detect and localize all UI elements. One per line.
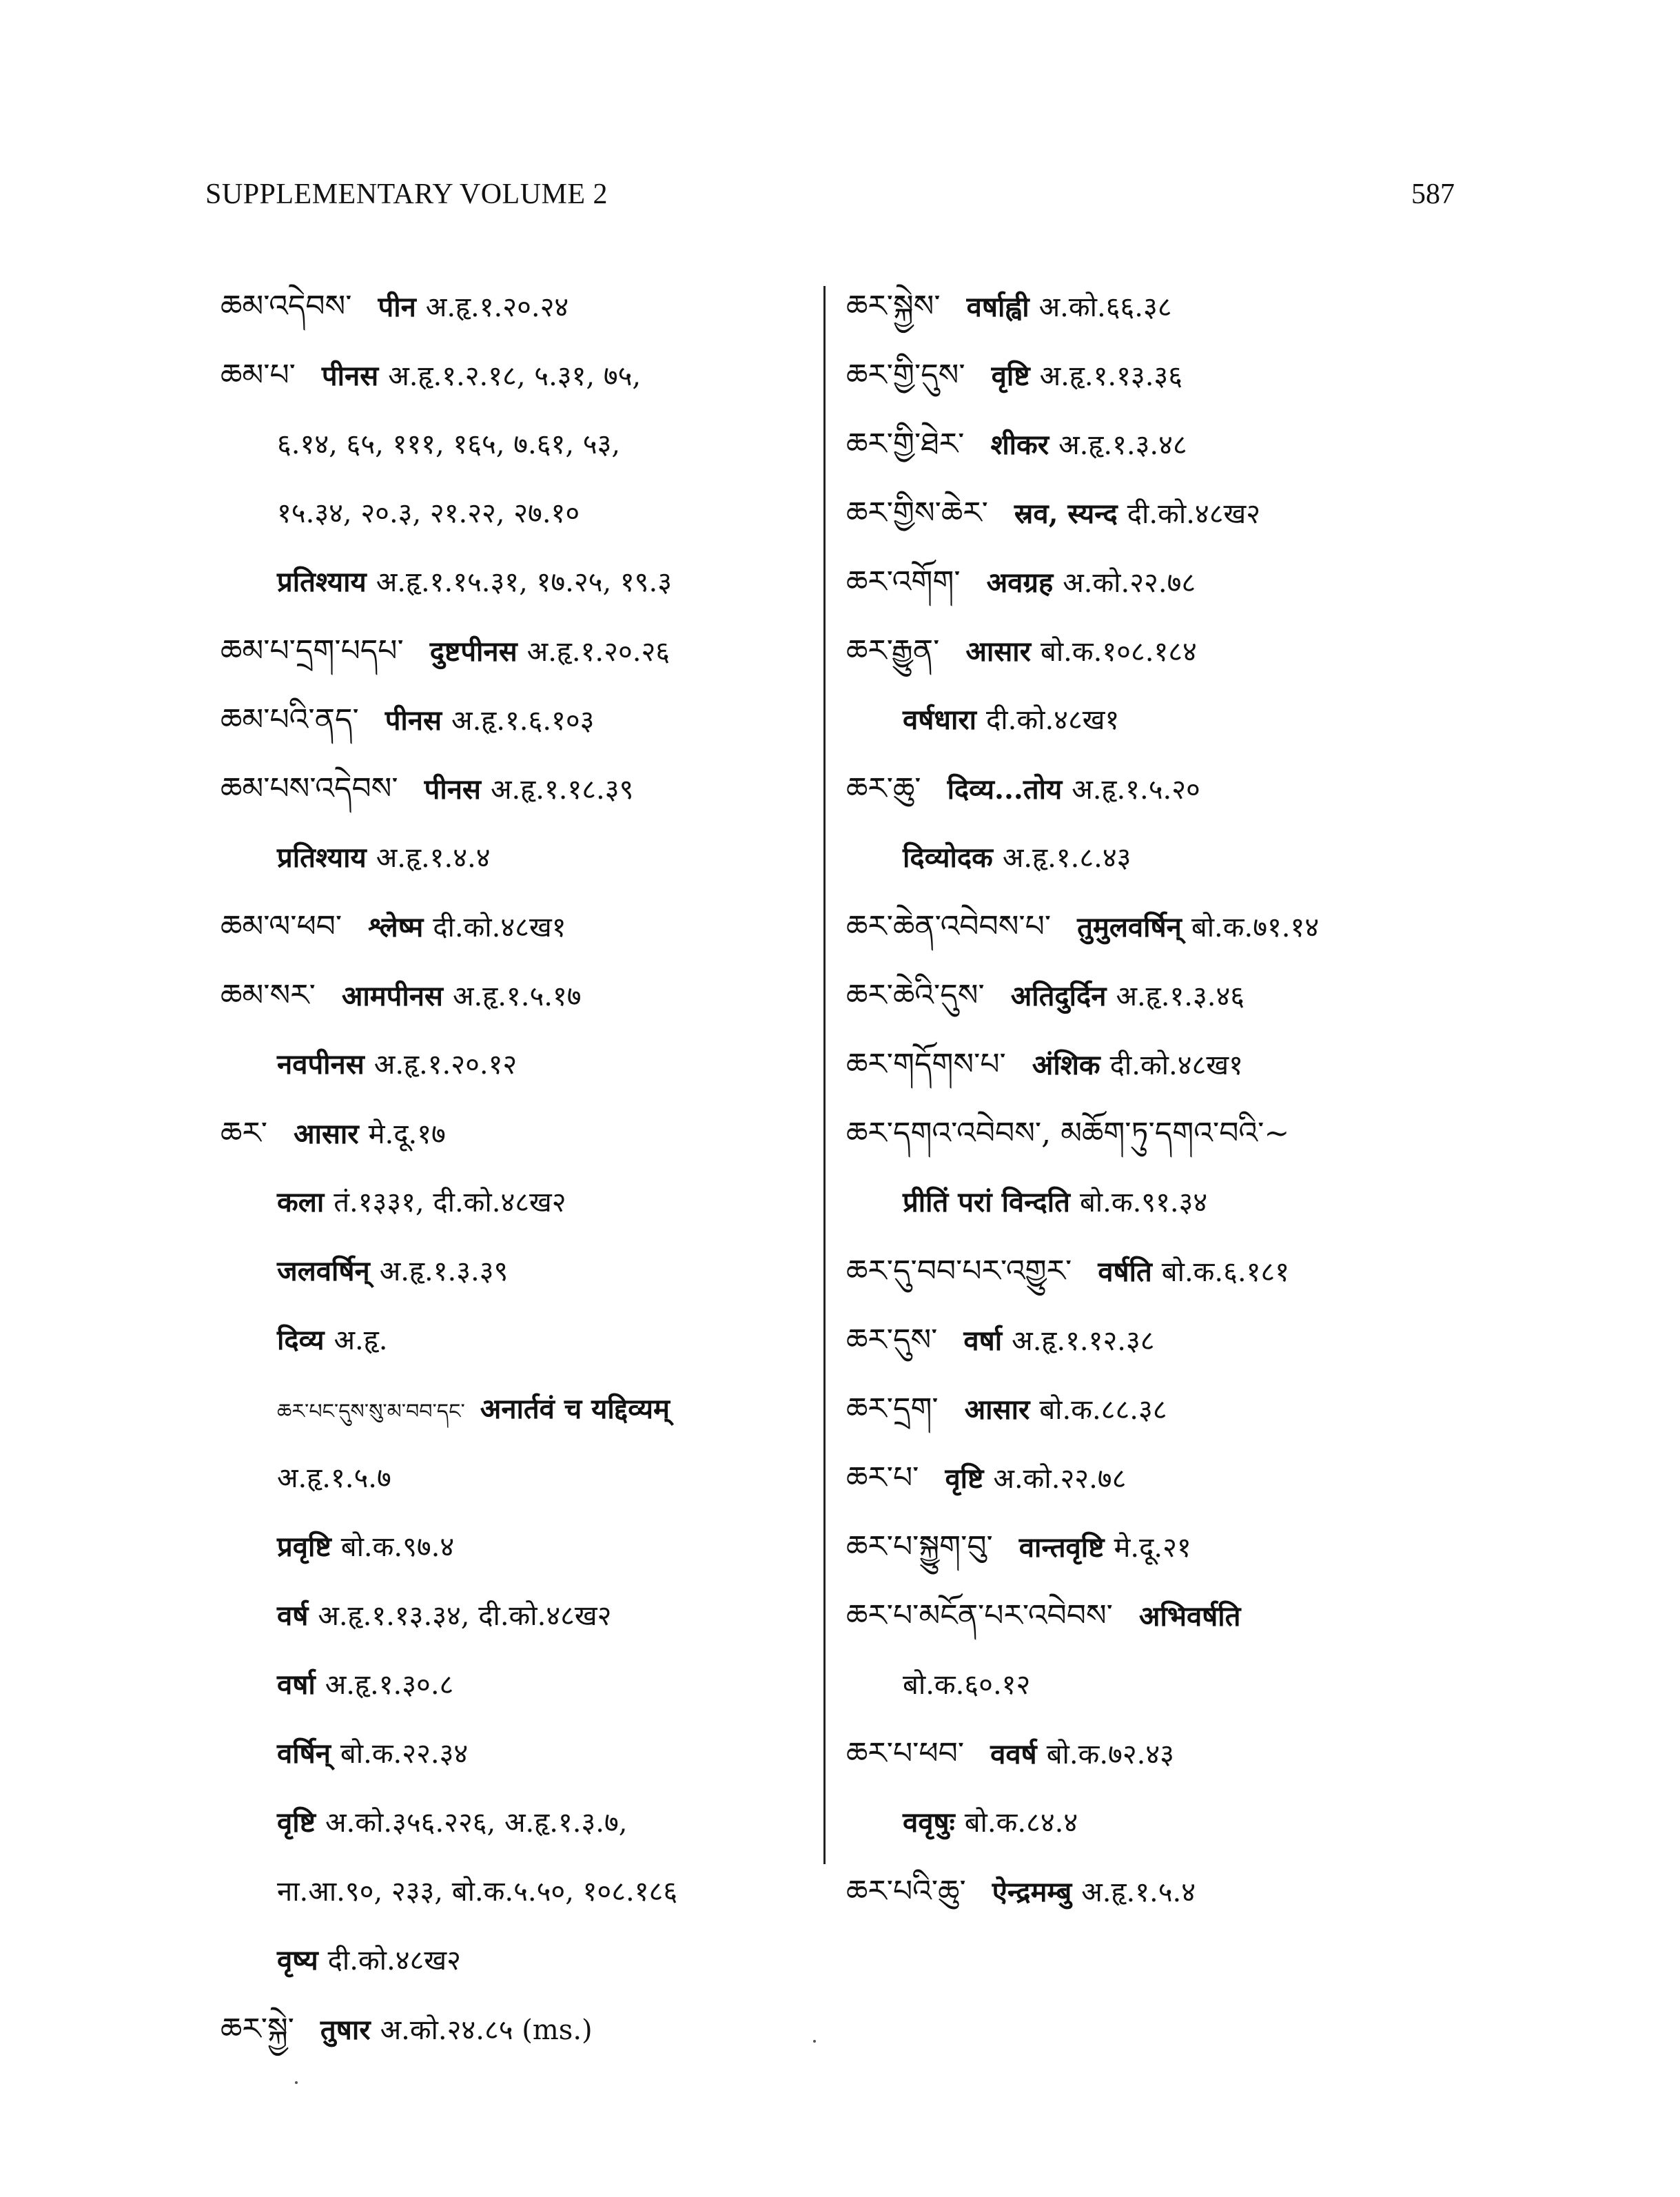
- tibetan-headword: ཆམ་ལ་ཕབ་: [221, 909, 342, 944]
- source-reference: अ.हृ.१.५.७: [277, 1462, 391, 1494]
- source-reference: बो.क.९७.४: [340, 1531, 455, 1563]
- entry-line: [846, 961, 1480, 1030]
- entry-line: [846, 1444, 1480, 1513]
- sanskrit-equivalent: आमपीनस: [341, 980, 443, 1012]
- source-reference: अ.हृ.१.४.४: [376, 842, 491, 874]
- entry-line: [846, 1582, 1480, 1651]
- sanskrit-equivalent: आसार: [293, 1118, 359, 1150]
- source-reference: अ.हृ.१.५.४: [1081, 1877, 1196, 1908]
- source-reference: बो.क.७१.१४: [1191, 912, 1320, 943]
- source-reference: अ.को.२४.८५ (ms.): [380, 2014, 593, 2046]
- source-reference: मे.दू.२१: [1114, 1532, 1191, 1564]
- sub-entry-line: [221, 1926, 820, 1995]
- source-reference: अ.हृ.१.५.२०: [1072, 774, 1200, 806]
- source-reference: दी.को.४८ख२: [1127, 498, 1261, 530]
- tibetan-headword: ཆར་: [221, 1116, 267, 1151]
- source-reference: बो.क.६.१८१: [1161, 1256, 1290, 1288]
- tibetan-headword: ཆར་པ་མངོན་པར་འབེབས་: [846, 1598, 1113, 1633]
- entry-line: [846, 1857, 1480, 1926]
- source-reference: दी.को.४८ख२: [327, 1945, 461, 1976]
- entry-line: [846, 1513, 1480, 1582]
- sanskrit-equivalent: जलवर्षिन्: [277, 1255, 370, 1287]
- sanskrit-equivalent: कला: [277, 1186, 325, 1218]
- source-reference: अ.हृ.१.२०.१२: [373, 1049, 518, 1081]
- entry-line: [221, 1099, 820, 1168]
- source-reference: बो.क.९१.३४: [1079, 1187, 1208, 1218]
- column-divider: [823, 286, 826, 1864]
- sanskrit-equivalent: ऐन्द्रमम्बु: [992, 1876, 1072, 1908]
- scan-speck: [813, 2040, 816, 2043]
- sub-entry-line: [846, 1788, 1480, 1857]
- tibetan-headword: ཆར་རྒྱུན་: [846, 633, 940, 668]
- source-reference: अ.हृ.१.३०.८: [325, 1669, 454, 1701]
- sanskrit-equivalent: स्रव, स्यन्द: [1014, 498, 1118, 530]
- source-reference: मे.दू.१७: [368, 1118, 446, 1150]
- sub-entry-line: [221, 1719, 820, 1788]
- sanskrit-equivalent: आसार: [964, 1393, 1030, 1426]
- sanskrit-equivalent: श्लेष्म: [368, 911, 424, 943]
- sanskrit-equivalent: वर्षिन्: [277, 1737, 331, 1770]
- tibetan-headword: ཆར་དུ་བབ་པར་འགྱུར་: [846, 1254, 1072, 1289]
- entry-line: [221, 1995, 820, 2064]
- continuation-line: [221, 1444, 820, 1513]
- entry-line: [221, 341, 820, 410]
- entry-line: [846, 1719, 1480, 1788]
- sanskrit-equivalent: वृष्टि: [277, 1806, 316, 1839]
- tibetan-headword: ཆར་གྱིས་ཆེར་: [846, 495, 988, 531]
- tibetan-headword: ཆར་ཆེན་འབེབས་པ་: [846, 909, 1052, 944]
- sanskrit-equivalent: प्रीतिं परां विन्दति: [903, 1186, 1070, 1218]
- tibetan-headword: ཆམ་པ་དྲག་པདཔ་: [221, 633, 404, 668]
- tibetan-headword: ཆམ་འདེབས་: [221, 289, 352, 324]
- sub-entry-line: [221, 1030, 820, 1099]
- source-reference: अ.हृ.१.२०.२४: [425, 292, 569, 323]
- sub-entry-line: [221, 1582, 820, 1651]
- tibetan-headword: ཆར་ཆུ་: [846, 771, 921, 806]
- sub-entry-line: [221, 824, 820, 892]
- entry-line: [221, 686, 820, 755]
- source-reference: अ.को.६६.३८: [1038, 292, 1172, 323]
- source-reference: बो.क.२२.३४: [340, 1738, 469, 1770]
- source-reference: अ.हृ.१.६.१०३: [451, 705, 595, 737]
- sanskrit-equivalent: ववर्ष: [990, 1738, 1037, 1770]
- sanskrit-equivalent: वृष्टि: [945, 1462, 984, 1495]
- tibetan-phrase: ཆར་པང་དུས་སུ་མ་བབ་དང་: [277, 1400, 465, 1424]
- continuation-line: [221, 479, 820, 548]
- source-reference: अ.हृ.१.१८.३९: [490, 774, 634, 806]
- sanskrit-equivalent: अवग्रह: [986, 566, 1054, 599]
- sanskrit-equivalent: वर्षा: [963, 1325, 1003, 1357]
- entry-line: [846, 1237, 1480, 1306]
- sanskrit-equivalent: नवपीनस: [277, 1048, 365, 1081]
- source-reference: अ.हृ.१.३.३९: [379, 1256, 509, 1287]
- sub-entry-line: [221, 1306, 820, 1375]
- entry-line: [846, 755, 1480, 824]
- tibetan-headword: ཆར་གདོགས་པ་: [846, 1047, 1006, 1082]
- entry-line: [846, 892, 1480, 961]
- entry-line: [846, 410, 1480, 479]
- continuation-line: [221, 1857, 820, 1926]
- source-reference: तं.१३३१, दी.को.४८ख२: [334, 1187, 566, 1218]
- source-reference: बो.क.६०.१२: [903, 1669, 1031, 1701]
- sub-entry-line: [221, 1375, 820, 1444]
- source-reference: ना.आ.९०, २३३, बो.क.५.५०, १०८.१८६: [277, 1876, 678, 1908]
- sanskrit-equivalent: दिव्य...तोय: [947, 773, 1063, 806]
- entry-line: [221, 892, 820, 961]
- tibetan-headword: ཆམ་པ་: [221, 358, 296, 393]
- tibetan-headword: ཆར་གྱི་དུས་: [846, 358, 965, 393]
- tibetan-headword: ཆར་པའི་ཆུ་: [846, 1874, 966, 1909]
- sanskrit-equivalent: शीकर: [990, 429, 1049, 461]
- sub-entry-line: [846, 686, 1480, 755]
- sanskrit-equivalent: अंशिक: [1032, 1049, 1100, 1081]
- source-reference: अ.को.२२.७८: [993, 1463, 1127, 1495]
- sanskrit-equivalent: ववृषुः: [903, 1806, 955, 1839]
- tibetan-headword: ཆར་པ་སྐྱུག་བུ་: [846, 1529, 993, 1564]
- tibetan-headword: ཆར་དྲག་: [846, 1391, 939, 1427]
- page-number: 587: [1411, 178, 1455, 210]
- sub-entry-line: [846, 824, 1480, 892]
- source-reference: अ.हृ.१.१२.३८: [1012, 1325, 1155, 1357]
- entry-line: [221, 755, 820, 824]
- source-reference: अ.हृ.१.८.४३: [1002, 842, 1131, 874]
- left-column: [221, 272, 820, 2064]
- entry-line: [846, 1306, 1480, 1375]
- sanskrit-equivalent: वर्षाह्वी: [966, 291, 1029, 323]
- tibetan-headword: ཆམ་པའི་ནད་: [221, 702, 359, 737]
- source-reference: अ.हृ.१.१३.३४, दी.को.४८ख२: [318, 1600, 612, 1632]
- sanskrit-equivalent: प्रतिश्याय: [277, 566, 367, 598]
- sub-entry-line: [221, 1788, 820, 1857]
- tibetan-headword: ཆར་དགའ་འབེབས་, མཆོག་ཏུ་དགའ་བའི་~: [846, 1116, 1290, 1151]
- source-reference: अ.को.३५६.२२६, अ.हृ.१.३.७,: [325, 1807, 628, 1839]
- tibetan-headword: ཆམ་པས་འདེབས་: [221, 771, 398, 806]
- sub-entry-line: [221, 1168, 820, 1237]
- source-reference: दी.को.४८ख१: [986, 704, 1120, 736]
- source-reference: १५.३४, २०.३, २१.२२, २७.१०: [277, 498, 580, 529]
- source-reference: अ.हृ.१.५.१७: [452, 981, 582, 1012]
- sanskrit-equivalent: वर्षधारा: [903, 704, 977, 736]
- sanskrit-equivalent: वर्षति: [1098, 1256, 1152, 1288]
- sanskrit-equivalent: प्रतिश्याय: [277, 841, 367, 874]
- source-reference: अ.हृ.१.३.४६: [1116, 981, 1245, 1012]
- sanskrit-equivalent: तुषार: [320, 2014, 371, 2046]
- sanskrit-equivalent: पीनस: [321, 360, 379, 392]
- sub-entry-line: [221, 1237, 820, 1306]
- sanskrit-equivalent: वान्तवृष्टि: [1018, 1531, 1105, 1564]
- sanskrit-equivalent: वृष्टि: [991, 360, 1030, 392]
- sub-entry-line: [846, 1168, 1480, 1237]
- continuation-line: [221, 410, 820, 479]
- tibetan-headword: ཆམ་སར་: [221, 978, 316, 1013]
- sanskrit-equivalent: प्रवृष्टि: [277, 1531, 331, 1563]
- sanskrit-equivalent: दुष्टपीनस: [429, 635, 518, 668]
- source-reference: अ.हृ.१.२०.२६: [526, 636, 670, 668]
- source-reference: अ.को.२२.७८: [1063, 567, 1196, 599]
- sanskrit-equivalent: वृष्य: [277, 1944, 318, 1976]
- entry-line: [846, 272, 1480, 341]
- source-reference: ६.१४, ६५, १११, १६५, ७.६१, ५३,: [277, 429, 621, 460]
- entry-line: [846, 1375, 1480, 1444]
- tibetan-headword: ཆར་དུས་: [846, 1322, 938, 1358]
- source-reference: बो.क.१०८.१८४: [1040, 636, 1197, 668]
- tibetan-headword: ཆར་འགོག་: [846, 564, 961, 600]
- sanskrit-equivalent: पीनस: [385, 704, 442, 737]
- sanskrit-equivalent: अनार्तवं च यद्दिव्यम्: [480, 1393, 670, 1425]
- source-reference: अ.हृ.१.२.१८, ५.३१, ७५,: [388, 360, 642, 392]
- running-head: SUPPLEMENTARY VOLUME 2: [205, 178, 608, 210]
- tibetan-headword: ཆར་གྱི་ཐེར་: [846, 427, 965, 462]
- sanskrit-equivalent: वर्ष: [277, 1600, 309, 1632]
- continuation-line: [846, 1651, 1480, 1719]
- tibetan-headword: ཆར་སྐྱེས་: [846, 289, 941, 324]
- sanskrit-equivalent: अतिदुर्दिन: [1010, 980, 1107, 1012]
- scan-speck: [295, 2081, 298, 2084]
- sanskrit-equivalent: वर्षा: [277, 1668, 316, 1701]
- source-reference: बो.क.७२.४३: [1046, 1739, 1174, 1770]
- entry-line: [846, 617, 1480, 686]
- entry-line: [221, 617, 820, 686]
- entry-line: [221, 272, 820, 341]
- entry-line: [846, 1099, 1480, 1168]
- entry-line: [846, 479, 1480, 548]
- entry-line: [846, 1030, 1480, 1099]
- sanskrit-equivalent: दिव्य: [277, 1324, 325, 1356]
- source-reference: अ.हृ.१.१३.३६: [1039, 360, 1183, 392]
- sanskrit-equivalent: तुमुलवर्षिन्: [1077, 911, 1182, 943]
- source-reference: अ.हृ.: [334, 1325, 388, 1356]
- tibetan-headword: ཆར་པ་ཕབ་: [846, 1736, 965, 1771]
- entry-line: [221, 961, 820, 1030]
- source-reference: बो.क.८४.४: [964, 1807, 1078, 1839]
- source-reference: अ.हृ.१.३.४८: [1058, 429, 1187, 461]
- sanskrit-equivalent: पीनस: [424, 773, 481, 806]
- source-reference: दी.को.४८ख१: [1109, 1050, 1243, 1081]
- sub-entry-line: [221, 1513, 820, 1582]
- sub-entry-line: [221, 548, 820, 617]
- source-reference: बो.क.८८.३८: [1039, 1394, 1167, 1426]
- sanskrit-equivalent: आसार: [965, 635, 1031, 668]
- tibetan-headword: ཆར་སྐྱེ་: [221, 2012, 294, 2047]
- sanskrit-equivalent: पीन: [378, 291, 416, 323]
- entry-line: [846, 548, 1480, 617]
- source-reference: दी.को.४८ख१: [433, 912, 566, 943]
- sanskrit-equivalent: अभिवर्षति: [1138, 1600, 1241, 1633]
- entry-line: [846, 341, 1480, 410]
- sanskrit-equivalent: दिव्योदक: [903, 841, 993, 874]
- sub-entry-line: [221, 1651, 820, 1719]
- source-reference: अ.हृ.१.१५.३१, १७.२५, १९.३: [376, 566, 672, 598]
- right-column: [846, 272, 1480, 1926]
- tibetan-headword: ཆར་པ་: [846, 1460, 919, 1495]
- tibetan-headword: ཆར་ཆེའི་དུས་: [846, 978, 985, 1013]
